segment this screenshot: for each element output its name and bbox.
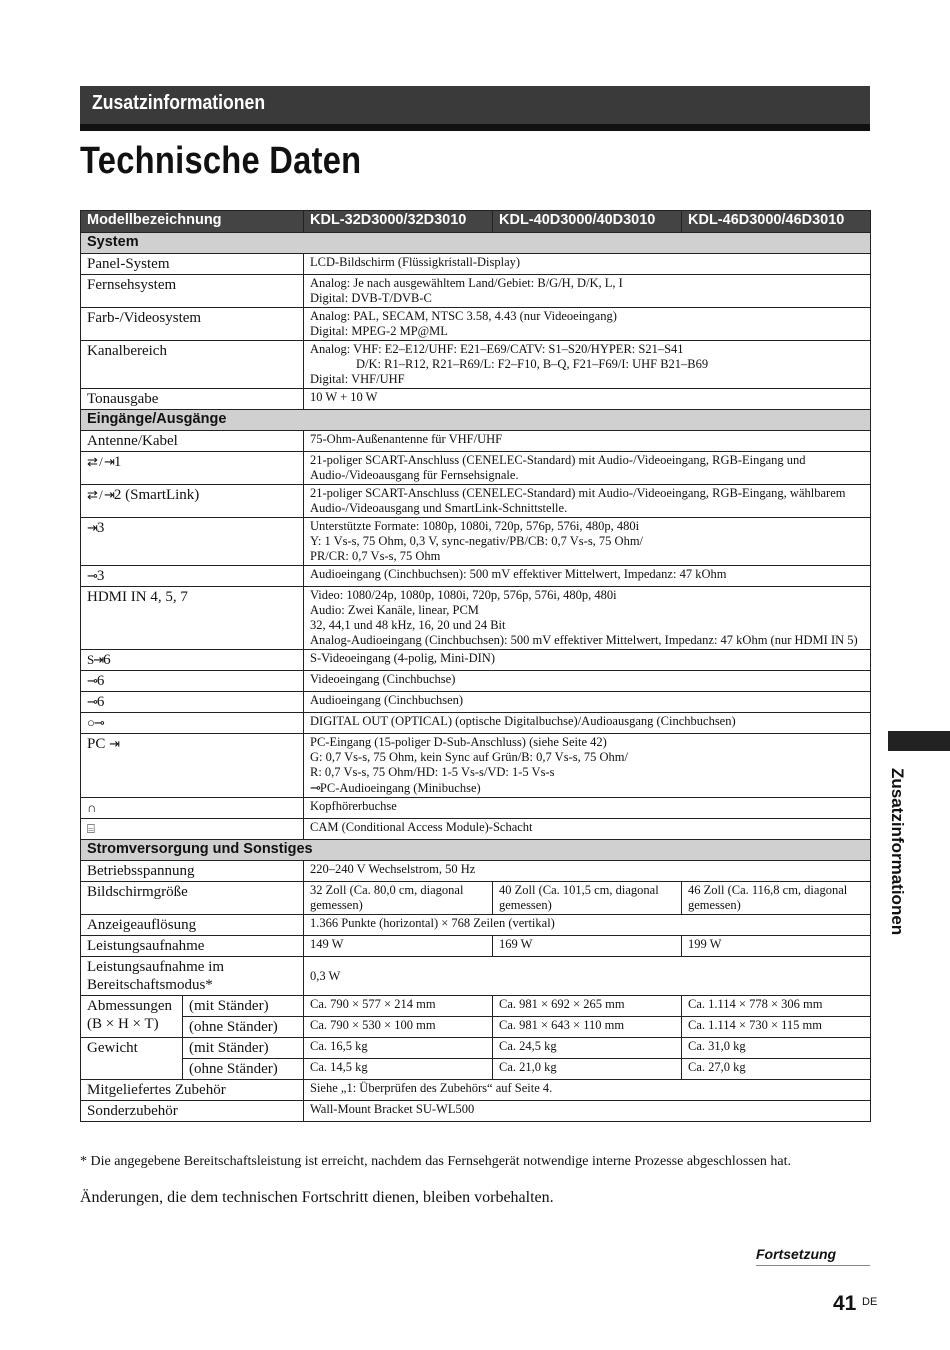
row-value: Wall-Mount Bracket SU-WL500 [304,1101,871,1122]
row-label: Fernsehsystem [81,275,304,308]
row-label-text: 1 [113,454,122,470]
continued-label: Fortsetzung [756,1246,870,1266]
video-input-icon: ⊸ [87,673,97,688]
side-chapter-label [881,768,911,948]
row-sublabel: (ohne Ständer) [183,1059,304,1080]
table-row [81,389,871,410]
row-value: 1.366 Punkte (horizontal) × 768 Zeilen (vertikal) [304,915,871,936]
row-sublabel: (mit Ständer) [183,1038,304,1059]
row-label: Leistungsaufnahme im Bereitschaftsmodus* [81,957,304,996]
table-row [81,713,871,734]
value-line: Analog-Audioeingang (Cinchbuchsen): 500 mV effektiver Mittelwert, Impedanz: 47 kOhm (nur HDMI IN 5) [310,633,858,647]
row-label [81,734,304,798]
value-line: Digital: DVB-T/DVB-C [310,291,432,305]
table-row [81,1059,871,1080]
value-line: Digital: VHF/UHF [310,372,405,386]
value-line: PC-Eingang (15-poliger D-Sub-Anschluss) (siehe Seite 42) [310,735,607,749]
row-label: Mitgeliefertes Zubehör [81,1080,304,1101]
scart-io-icon: ⇄ / ⇥ [87,454,114,469]
row-label: Kanalbereich [81,341,304,389]
scart-io-icon: ⇄ / ⇥ [87,487,114,502]
row-value-32: Ca. 790 × 577 × 214 mm [304,996,493,1017]
table-row [81,671,871,692]
row-label: Sonderzubehör [81,1101,304,1122]
row-value: 21-poliger SCART-Anschluss (CENELEC-Standard) mit Audio-/Videoeingang, RGB-Eingang und Audio-/Videoausgang für Fernsehsignale. [304,452,871,485]
value-line: PR/CR: 0,7 Vs-s, 75 Ohm [310,549,441,563]
table-row [81,1101,871,1122]
page-number: 41 [833,1292,857,1315]
section-header-title: Zusatzinformationen [92,92,266,114]
chapter-tab-marker [888,731,950,751]
row-value-40: Ca. 981 × 692 × 265 mm [493,996,682,1017]
row-value: S-Videoeingang (4-polig, Mini-DIN) [304,650,871,671]
row-value-32: Ca. 14,5 kg [304,1059,493,1080]
table-row [81,936,871,957]
row-label [81,485,304,518]
row-value-46: Ca. 27,0 kg [682,1059,871,1080]
row-value: Videoeingang (Cinchbuchse) [304,671,871,692]
value-text: PC-Audioeingang (Minibuchse) [319,781,481,795]
page-language: DE [862,1296,878,1308]
row-label [81,671,304,692]
row-value-46: 46 Zoll (Ca. 116,8 cm, diagonal gemessen) [682,882,871,915]
row-label: Anzeigeauflösung [81,915,304,936]
table-row [81,341,871,389]
row-value [304,587,871,650]
row-value-32: Ca. 790 × 530 × 100 mm [304,1017,493,1038]
row-value-32: 32 Zoll (Ca. 80,0 cm, diagonal gemessen) [304,882,493,915]
row-value: 21-poliger SCART-Anschluss (CENELEC-Standard) mit Audio-/Videoeingang, RGB-Eingang, wählbarem Audio-/Videoausgang und SmartLink-Schnittstelle. [304,485,871,518]
s-video-icon: S⇥ [87,652,104,667]
table-row [81,957,871,996]
row-label: Bildschirmgröße [81,882,304,915]
row-label: Panel-System [81,254,304,275]
value-line: Video: 1080/24p, 1080p, 1080i, 720p, 576p, 576i, 480p, 480i [310,588,617,602]
row-value: 75-Ohm-Außenantenne für VHF/UHF [304,431,871,452]
row-value: DIGITAL OUT (OPTICAL) (optische Digitalbuchse)/Audioausgang (Cinchbuchsen) [304,713,871,734]
table-row [81,882,871,915]
row-value: Kopfhörerbuchse [304,798,871,819]
col-header-model: Modellbezeichnung [81,211,304,233]
row-value-40: Ca. 21,0 kg [493,1059,682,1080]
section-header-bar [80,86,870,131]
pc-input-icon: ⇥ [109,736,120,751]
value-line [310,780,864,796]
row-value-46: Ca. 1.114 × 730 × 115 mm [682,1017,871,1038]
row-value-40: 40 Zoll (Ca. 101,5 cm, diagonal gemessen) [493,882,682,915]
table-row [81,1080,871,1101]
table-row [81,431,871,452]
row-value [304,275,871,308]
table-row [81,798,871,819]
page-title: Technische Daten [80,140,362,182]
col-header-46: KDL-46D3000/46D3010 [682,211,871,233]
table-row [81,734,871,798]
value-line: Analog: Je nach ausgewähltem Land/Gebiet: B/G/H, D/K, L, I [310,276,623,290]
section-system: System [81,233,871,254]
row-value: Siehe „1: Überprüfen des Zubehörs“ auf Seite 4. [304,1080,871,1101]
row-value-40: 169 W [493,936,682,957]
row-label [81,713,304,734]
row-value: CAM (Conditional Access Module)-Schacht [304,819,871,840]
row-label: Betriebsspannung [81,861,304,882]
row-value-46: Ca. 31,0 kg [682,1038,871,1059]
row-label [81,518,304,566]
side-chapter-text: Zusatzinformationen [888,768,907,936]
row-value-32: 149 W [304,936,493,957]
audio-input-icon: ⊸ [87,568,97,583]
row-label [81,798,304,819]
table-row [81,650,871,671]
value-line: Analog: VHF: E2–E12/UHF: E21–E69/CATV: S1–S20/HYPER: S21–S41 [310,342,684,356]
spec-table [80,210,871,1122]
table-row [81,1017,871,1038]
component-input-icon: ⇥ [87,520,97,535]
row-sublabel: (mit Ständer) [183,996,304,1017]
row-sublabel: (ohne Ständer) [183,1017,304,1038]
row-label: Abmessungen (B × H × T) [81,996,183,1038]
optical-output-icon: ○⊸ [87,715,104,730]
row-value: Audioeingang (Cinchbuchsen) [304,692,871,713]
row-label-text: 6 [96,694,105,710]
table-row [81,452,871,485]
row-label-text: 2 (SmartLink) [113,487,200,503]
col-header-32: KDL-32D3000/32D3010 [304,211,493,233]
value-line: Analog: PAL, SECAM, NTSC 3.58, 4.43 (nur Videoeingang) [310,309,617,323]
row-label-text: 3 [96,568,105,584]
row-value-40: Ca. 981 × 643 × 110 mm [493,1017,682,1038]
row-label [81,452,304,485]
row-value: 220–240 V Wechselstrom, 50 Hz [304,861,871,882]
col-header-40: KDL-40D3000/40D3010 [493,211,682,233]
row-value: Audioeingang (Cinchbuchsen): 500 mV effektiver Mittelwert, Impedanz: 47 kOhm [304,566,871,587]
row-label: HDMI IN 4, 5, 7 [81,587,304,650]
value-line: R: 0,7 Vs-s, 75 Ohm/HD: 1-5 Vs-s/VD: 1-5 Vs-s [310,765,555,779]
table-header-row [81,211,871,233]
row-value: 10 W + 10 W [304,389,871,410]
row-value-46: 199 W [682,936,871,957]
table-row [81,915,871,936]
section-power: Stromversorgung und Sonstiges [81,840,871,861]
table-row [81,518,871,566]
value-line: Unterstützte Formate: 1080p, 1080i, 720p, 576p, 576i, 480p, 480i [310,519,640,533]
row-label [81,566,304,587]
table-row [81,275,871,308]
row-label: Tonausgabe [81,389,304,410]
row-value-32: Ca. 16,5 kg [304,1038,493,1059]
row-label-text: 3 [96,520,105,536]
footnote: * Die angegebene Bereitschaftsleistung ist erreicht, nachdem das Fernsehgerät notwendige interne Prozesse abgeschlossen hat. [80,1154,792,1169]
value-line: Digital: MPEG-2 MP@ML [310,324,448,338]
section-io: Eingänge/Ausgänge [81,410,871,431]
row-label-text: 6 [103,652,111,668]
row-label: Antenne/Kabel [81,431,304,452]
table-row [81,254,871,275]
row-label [81,650,304,671]
audio-input-icon: ⊸ [310,780,320,795]
row-label-text: PC [87,736,106,752]
table-row [81,566,871,587]
value-line: G: 0,7 Vs-s, 75 Ohm, kein Sync auf Grün/B: 0,7 Vs-s, 75 Ohm/ [310,750,628,764]
row-label [81,692,304,713]
value-line: Audio: Zwei Kanäle, linear, PCM [310,603,479,617]
value-line: Y: 1 Vs-s, 75 Ohm, 0,3 V, sync-negativ/PB/CB: 0,7 Vs-s, 75 Ohm/ [310,534,644,548]
row-value [304,518,871,566]
row-label-text: 6 [96,673,105,689]
table-row [81,485,871,518]
audio-input-icon: ⊸ [87,694,97,709]
table-row [81,996,871,1017]
table-row [81,308,871,341]
row-value [304,308,871,341]
change-notice: Änderungen, die dem technischen Fortschritt dienen, bleiben vorbehalten. [80,1189,554,1206]
row-value: LCD-Bildschirm (Flüssigkristall-Display) [304,254,871,275]
table-row [81,1038,871,1059]
row-label [81,819,304,840]
row-label: Leistungsaufnahme [81,936,304,957]
row-label: Gewicht [81,1038,183,1080]
row-value [304,341,871,389]
headphones-icon: ∩ [87,800,96,815]
row-value: 0,3 W [304,957,871,996]
table-row [81,587,871,650]
row-label: Farb-/Videosystem [81,308,304,341]
value-line: 32, 44,1 und 48 kHz, 16, 20 und 24 Bit [310,618,506,632]
cam-slot-icon: ⌸ [87,821,94,836]
row-value-40: Ca. 24,5 kg [493,1038,682,1059]
table-row [81,692,871,713]
table-row [81,861,871,882]
row-value-46: Ca. 1.114 × 778 × 306 mm [682,996,871,1017]
table-row [81,819,871,840]
value-line: D/K: R1–R12, R21–R69/L: F2–F10, B–Q, F21–F69/I: UHF B21–B69 [356,357,709,371]
row-value [304,734,871,798]
